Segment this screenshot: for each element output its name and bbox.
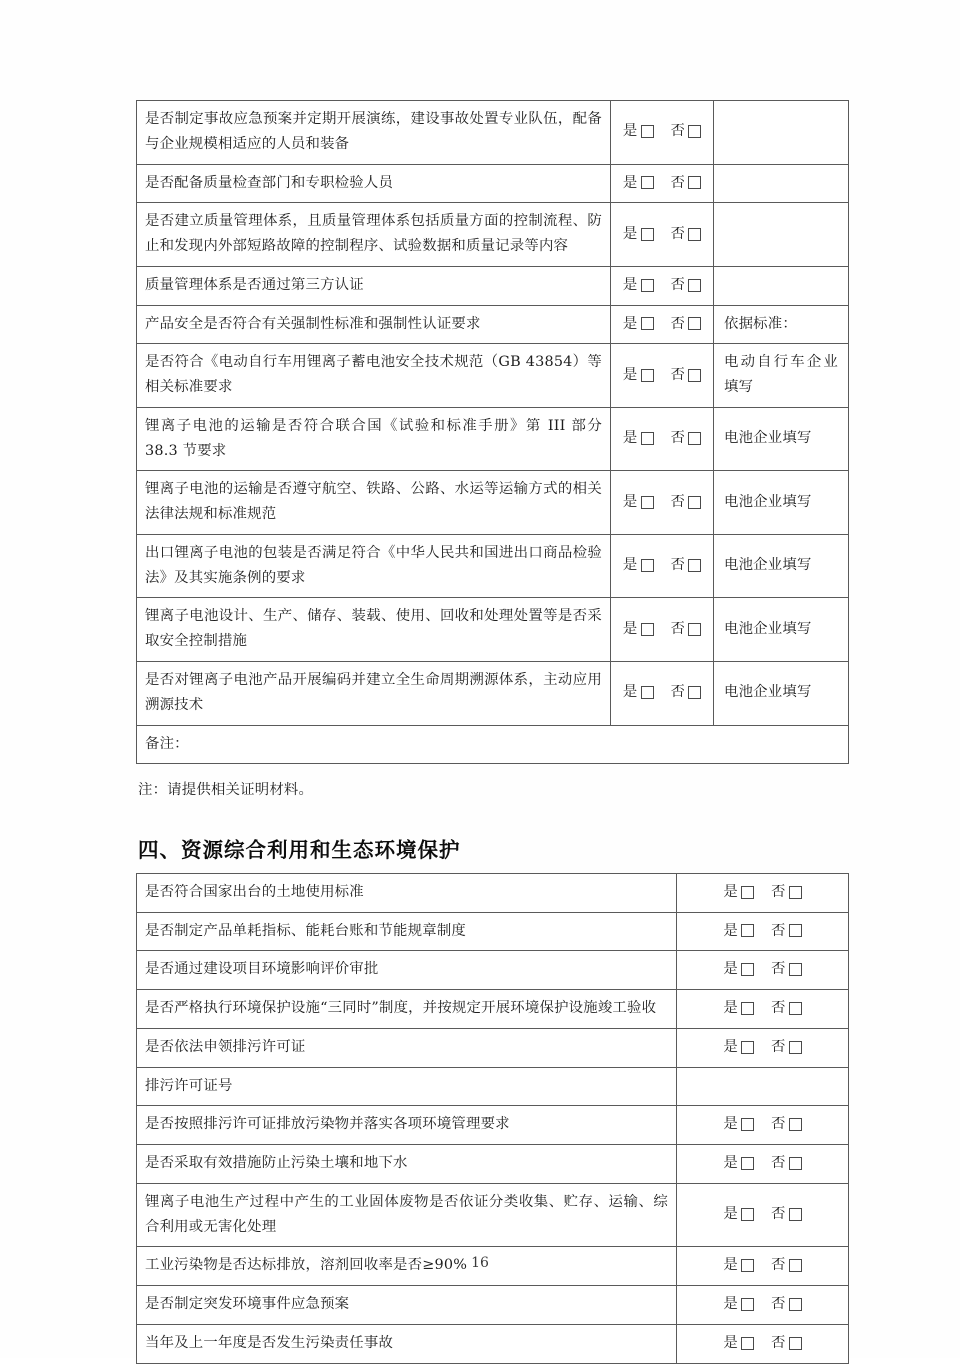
yes-no-group [723, 1112, 801, 1137]
yes-checkbox[interactable] [641, 279, 654, 292]
note-cell: 电动自行车企业填写 [714, 344, 849, 408]
yes-option[interactable] [623, 553, 654, 578]
yes-label: 是 [723, 1334, 738, 1351]
no-checkbox[interactable] [688, 559, 701, 572]
yes-checkbox[interactable] [641, 623, 654, 636]
yes-no-cell [677, 1183, 849, 1247]
question-cell: 锂离子电池设计、生产、储存、装载、使用、回收和处理处置等是否采取安全控制措施 [137, 598, 611, 662]
table-row [137, 344, 849, 408]
yes-checkbox[interactable] [641, 125, 654, 138]
yes-option[interactable] [723, 996, 754, 1021]
table-row [137, 1028, 849, 1067]
yes-no-group [623, 119, 701, 144]
table-row [137, 534, 849, 598]
no-option[interactable] [671, 119, 702, 144]
yes-checkbox[interactable] [641, 432, 654, 445]
question-cell: 工业污染物是否达标排放，溶剂回收率是否≥90% [137, 1247, 677, 1286]
no-option[interactable] [671, 553, 702, 578]
remark-row [137, 725, 849, 764]
yes-checkbox[interactable] [641, 176, 654, 189]
no-checkbox[interactable] [688, 125, 701, 138]
yes-option[interactable] [723, 1112, 754, 1137]
quality-safety-table [136, 100, 849, 764]
no-checkbox[interactable] [789, 1002, 802, 1015]
question-cell: 是否依法申领排污许可证 [137, 1028, 677, 1067]
yes-option[interactable] [723, 919, 754, 944]
no-checkbox[interactable] [789, 1208, 802, 1221]
yes-label: 是 [622, 620, 638, 637]
no-checkbox[interactable] [789, 886, 802, 899]
yes-no-group [723, 1035, 801, 1060]
table-row [137, 662, 849, 726]
yes-option[interactable] [723, 1151, 754, 1176]
yes-no-group [723, 1331, 801, 1356]
yes-no-cell [611, 344, 714, 408]
note-cell [714, 101, 849, 165]
yes-label: 是 [723, 1000, 738, 1017]
no-option[interactable] [771, 996, 802, 1021]
yes-checkbox[interactable] [641, 228, 654, 241]
no-label: 否 [771, 1257, 786, 1274]
no-option[interactable] [671, 426, 702, 451]
no-label: 否 [771, 1155, 786, 1172]
yes-no-cell [677, 1324, 849, 1363]
no-checkbox[interactable] [789, 1298, 802, 1311]
no-label: 否 [771, 1296, 786, 1313]
yes-label: 是 [723, 883, 738, 900]
yes-checkbox[interactable] [741, 1298, 754, 1311]
no-label: 否 [771, 1206, 786, 1223]
yes-no-group [723, 880, 801, 905]
yes-no-cell [677, 1286, 849, 1325]
yes-option[interactable] [623, 680, 654, 705]
table-row [137, 912, 849, 951]
no-checkbox[interactable] [789, 963, 802, 976]
no-option[interactable] [771, 1112, 802, 1137]
table-row [137, 266, 849, 305]
no-label: 否 [670, 315, 686, 332]
yes-label: 是 [622, 493, 638, 510]
table-row [137, 101, 849, 165]
yes-label: 是 [723, 1116, 738, 1133]
yes-checkbox[interactable] [741, 1157, 754, 1170]
no-label: 否 [670, 430, 686, 447]
no-label: 否 [670, 174, 686, 191]
question-cell: 是否建立质量管理体系，且质量管理体系包括质量方面的控制流程、防止和发现内外部短路故障的控制程序、试验数据和质量记录等内容 [137, 203, 611, 267]
note-cell: 电池企业填写 [714, 407, 849, 471]
yes-label: 是 [723, 922, 738, 939]
yes-no-group [723, 1151, 801, 1176]
no-label: 否 [771, 1334, 786, 1351]
yes-no-cell [611, 534, 714, 598]
no-option[interactable] [671, 490, 702, 515]
no-label: 否 [771, 1038, 786, 1055]
yes-label: 是 [723, 1206, 738, 1223]
yes-option[interactable] [723, 1035, 754, 1060]
no-checkbox[interactable] [688, 623, 701, 636]
question-cell: 锂离子电池生产过程中产生的工业固体废物是否依证分类收集、贮存、运输、综合利用或无害化处理 [137, 1183, 677, 1247]
question-cell: 是否严格执行环境保护设施“三同时”制度，并按规定开展环境保护设施竣工验收 [137, 990, 677, 1029]
no-label: 否 [771, 883, 786, 900]
yes-option[interactable] [623, 119, 654, 144]
yes-no-cell [611, 164, 714, 203]
table-row [137, 1324, 849, 1363]
yes-checkbox[interactable] [641, 559, 654, 572]
note-cell: 依据标准： [714, 305, 849, 344]
yes-no-group [623, 171, 701, 196]
yes-label: 是 [622, 557, 638, 574]
table-row [137, 598, 849, 662]
no-label: 否 [670, 276, 686, 293]
question-cell: 质量管理体系是否通过第三方认证 [137, 266, 611, 305]
no-option[interactable] [671, 363, 702, 388]
yes-label: 是 [622, 174, 638, 191]
no-option[interactable] [771, 919, 802, 944]
yes-no-group [623, 273, 701, 298]
yes-label: 是 [622, 430, 638, 447]
no-label: 否 [771, 961, 786, 978]
yes-checkbox[interactable] [741, 886, 754, 899]
no-option[interactable] [671, 222, 702, 247]
table-row [137, 1106, 849, 1145]
no-checkbox[interactable] [789, 924, 802, 937]
yes-no-cell [677, 873, 849, 912]
environment-table [136, 873, 849, 1364]
yes-no-cell [611, 203, 714, 267]
yes-label: 是 [622, 123, 638, 140]
question-cell: 是否对锂离子电池产品开展编码并建立全生命周期溯源体系，主动应用溯源技术 [137, 662, 611, 726]
no-label: 否 [670, 366, 686, 383]
no-checkbox[interactable] [688, 279, 701, 292]
question-cell: 是否符合国家出台的土地使用标准 [137, 873, 677, 912]
table-row [137, 1183, 849, 1247]
yes-option[interactable] [623, 490, 654, 515]
no-label: 否 [670, 493, 686, 510]
yes-checkbox[interactable] [741, 1118, 754, 1131]
yes-option[interactable] [623, 312, 654, 337]
table-row [137, 990, 849, 1029]
no-checkbox[interactable] [688, 432, 701, 445]
no-option[interactable] [771, 1292, 802, 1317]
note-cell: 电池企业填写 [714, 471, 849, 535]
no-option[interactable] [771, 1151, 802, 1176]
yes-option[interactable] [723, 880, 754, 905]
no-checkbox[interactable] [688, 228, 701, 241]
yes-label: 是 [622, 315, 638, 332]
quality-safety-table-body [137, 101, 849, 764]
yes-no-group [623, 363, 701, 388]
yes-checkbox[interactable] [641, 369, 654, 382]
table-row [137, 164, 849, 203]
table-row [137, 407, 849, 471]
no-option[interactable] [771, 1202, 802, 1227]
question-cell: 是否配备质量检查部门和专职检验人员 [137, 164, 611, 203]
no-option[interactable] [671, 273, 702, 298]
no-option[interactable] [771, 1331, 802, 1356]
yes-option[interactable] [623, 363, 654, 388]
yes-checkbox[interactable] [641, 496, 654, 509]
no-checkbox[interactable] [688, 369, 701, 382]
yes-option[interactable] [723, 1331, 754, 1356]
yes-no-group [623, 617, 701, 642]
yes-no-cell [611, 471, 714, 535]
yes-label: 是 [622, 366, 638, 383]
yes-no-cell-empty[interactable] [677, 1067, 849, 1106]
yes-no-cell [677, 912, 849, 951]
yes-no-group [623, 312, 701, 337]
yes-label: 是 [622, 225, 638, 242]
question-cell: 排污许可证号 [137, 1067, 677, 1106]
yes-option[interactable] [723, 1202, 754, 1227]
yes-no-group [623, 426, 701, 451]
question-cell: 锂离子电池的运输是否遵守航空、铁路、公路、水运等运输方式的相关法律法规和标准规范 [137, 471, 611, 535]
table-row [137, 305, 849, 344]
yes-no-cell [611, 662, 714, 726]
no-label: 否 [670, 620, 686, 637]
table-row [137, 873, 849, 912]
note-cell [714, 203, 849, 267]
yes-option[interactable] [623, 222, 654, 247]
question-cell: 是否通过建设项目环境影响评价审批 [137, 951, 677, 990]
no-checkbox[interactable] [789, 1118, 802, 1131]
table-row [137, 1145, 849, 1184]
yes-checkbox[interactable] [741, 1337, 754, 1350]
no-option[interactable] [771, 1035, 802, 1060]
yes-label: 是 [723, 1038, 738, 1055]
yes-checkbox[interactable] [741, 1208, 754, 1221]
page-content [136, 100, 848, 1364]
yes-label: 是 [723, 1155, 738, 1172]
no-checkbox[interactable] [789, 1157, 802, 1170]
yes-label: 是 [622, 684, 638, 701]
table-row [137, 471, 849, 535]
no-option[interactable] [671, 617, 702, 642]
yes-no-cell [677, 951, 849, 990]
yes-option[interactable] [623, 426, 654, 451]
question-cell: 产品安全是否符合有关强制性标准和强制性认证要求 [137, 305, 611, 344]
yes-no-group [723, 996, 801, 1021]
note-cell: 电池企业填写 [714, 598, 849, 662]
note-after-first-table: 注：请提供相关证明材料。 [138, 782, 314, 799]
yes-no-cell [677, 1028, 849, 1067]
yes-checkbox[interactable] [741, 1002, 754, 1015]
yes-no-cell [611, 266, 714, 305]
no-checkbox[interactable] [789, 1041, 802, 1054]
yes-option[interactable] [723, 957, 754, 982]
yes-no-cell [611, 407, 714, 471]
yes-no-group [723, 919, 801, 944]
yes-label: 是 [723, 1257, 738, 1274]
yes-checkbox[interactable] [741, 924, 754, 937]
question-cell: 是否制定事故应急预案并定期开展演练，建设事故处置专业队伍，配备与企业规模相适应的人员和装备 [137, 101, 611, 165]
yes-no-group [623, 222, 701, 247]
no-checkbox[interactable] [688, 496, 701, 509]
yes-no-group [623, 490, 701, 515]
yes-no-group [723, 1202, 801, 1227]
no-checkbox[interactable] [688, 686, 701, 699]
yes-no-cell [611, 101, 714, 165]
yes-no-group [723, 957, 801, 982]
no-option[interactable] [671, 171, 702, 196]
environment-table-body [137, 873, 849, 1363]
yes-no-cell [677, 1106, 849, 1145]
no-label: 否 [670, 225, 686, 242]
yes-label: 是 [723, 1296, 738, 1313]
no-option[interactable] [671, 312, 702, 337]
yes-option[interactable] [623, 617, 654, 642]
question-cell: 出口锂离子电池的包装是否满足符合《中华人民共和国进出口商品检验法》及其实施条例的要求 [137, 534, 611, 598]
no-option[interactable] [771, 957, 802, 982]
note-cell: 电池企业填写 [714, 534, 849, 598]
table-row [137, 1286, 849, 1325]
yes-no-cell [611, 598, 714, 662]
no-label: 否 [771, 922, 786, 939]
yes-no-group [623, 680, 701, 705]
no-checkbox[interactable] [688, 176, 701, 189]
table-row [137, 203, 849, 267]
no-option[interactable] [771, 880, 802, 905]
table-row [137, 1067, 849, 1106]
yes-checkbox[interactable] [741, 963, 754, 976]
note-cell: 电池企业填写 [714, 662, 849, 726]
no-option[interactable] [671, 680, 702, 705]
question-cell: 是否制定产品单耗指标、能耗台账和节能规章制度 [137, 912, 677, 951]
yes-checkbox[interactable] [641, 686, 654, 699]
question-cell: 是否按照排污许可证排放污染物并落实各项环境管理要求 [137, 1106, 677, 1145]
no-label: 否 [670, 557, 686, 574]
question-cell: 是否制定突发环境事件应急预案 [137, 1286, 677, 1325]
yes-no-cell [677, 990, 849, 1029]
note-cell [714, 266, 849, 305]
question-cell: 是否采取有效措施防止污染土壤和地下水 [137, 1145, 677, 1184]
yes-no-group [723, 1292, 801, 1317]
yes-label: 是 [622, 276, 638, 293]
no-label: 否 [670, 684, 686, 701]
no-label: 否 [771, 1116, 786, 1133]
table-row [137, 951, 849, 990]
section-heading-resource-environment: 四、资源综合利用和生态环境保护 [138, 837, 461, 862]
question-cell: 锂离子电池的运输是否符合联合国《试验和标准手册》第 III 部分 38.3 节要求 [137, 407, 611, 471]
question-cell: 是否符合《电动自行车用锂离子蓄电池安全技术规范（GB 43854）等相关标准要求 [137, 344, 611, 408]
remark-cell[interactable]: 备注： [137, 725, 849, 764]
yes-no-cell [611, 305, 714, 344]
no-checkbox[interactable] [789, 1337, 802, 1350]
yes-option[interactable] [623, 171, 654, 196]
no-label: 否 [670, 123, 686, 140]
note-cell [714, 164, 849, 203]
no-label: 否 [771, 1000, 786, 1017]
yes-label: 是 [723, 961, 738, 978]
yes-option[interactable] [623, 273, 654, 298]
yes-no-cell [677, 1145, 849, 1184]
yes-no-group [623, 553, 701, 578]
page-number: 16 [471, 1255, 489, 1271]
yes-option[interactable] [723, 1292, 754, 1317]
yes-checkbox[interactable] [641, 317, 654, 330]
no-checkbox[interactable] [688, 317, 701, 330]
yes-checkbox[interactable] [741, 1041, 754, 1054]
question-cell: 当年及上一年度是否发生污染责任事故 [137, 1324, 677, 1363]
